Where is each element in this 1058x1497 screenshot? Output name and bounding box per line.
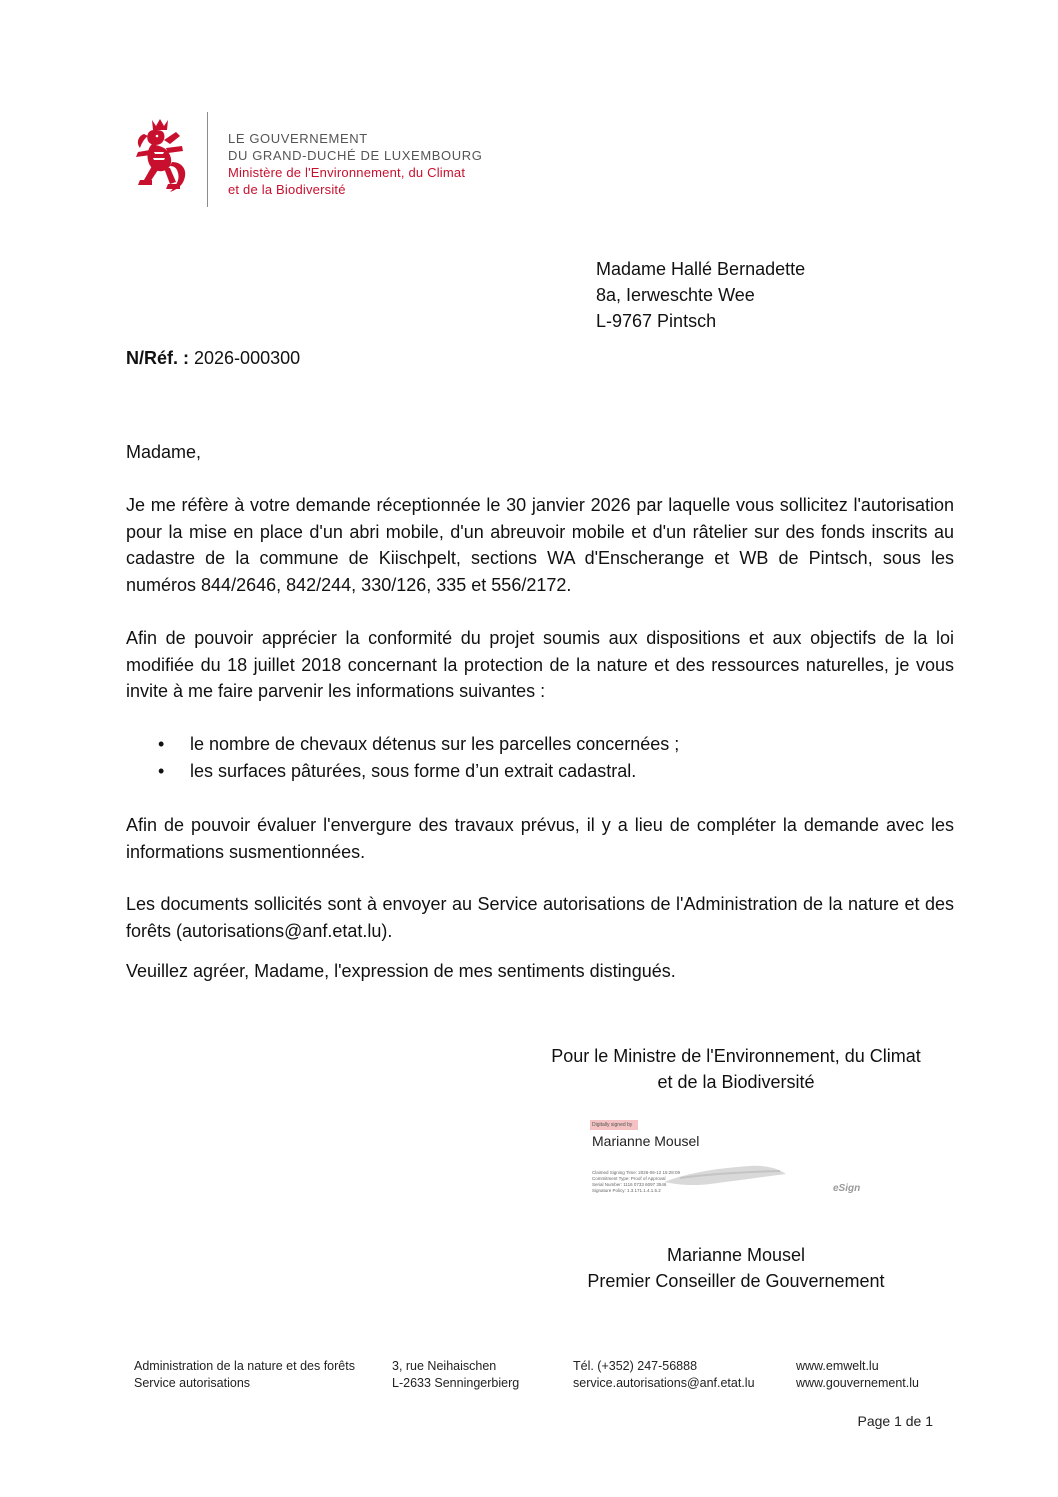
- paragraph-information-needed: Afin de pouvoir apprécier la conformité du projet soumis aux dispositions et aux objectifs de la loi modifiée du 18 juillet 2018 concernant la protection de la nature et des ressources naturelles, je vous invite à me faire parvenir les informations suivantes :: [126, 628, 954, 701]
- government-letterhead: [228, 130, 482, 198]
- recipient-address: [596, 256, 805, 334]
- stamp-meta-line: Serial Number: 1116 0733 6097 3546: [592, 1182, 667, 1187]
- stamp-signer-name: Marianne Mousel: [592, 1133, 700, 1149]
- ministry-line-2: et de la Biodiversité: [228, 182, 346, 197]
- digitally-signed-label: Digitally signed by: [592, 1122, 633, 1128]
- footer-line: Service autorisations: [134, 1376, 251, 1390]
- signature-intro: [520, 1043, 952, 1095]
- list-item: [126, 758, 954, 785]
- signature-intro-line-1: Pour le Ministre de l'Environnement, du Climat: [551, 1046, 921, 1066]
- bullet-icon: •: [158, 761, 165, 781]
- signature-intro-line-2: et de la Biodiversité: [657, 1072, 815, 1092]
- paragraph-request: Je me réfère à votre demande réceptionnée le 30 janvier 2026 par laquelle vous sollicitez l'autorisation pour la mise en place d'un abri mobile, d'un abreuvoir mobile et d'un râtelier sur des fonds inscrits au cadastre de la commune de Kiischpelt, sections WA d'Enscherange et WB de Pintsch, sous les numéros 844/2646, 842/244, 330/126, 335 et 556/2172.: [126, 495, 954, 595]
- header-divider: [207, 112, 208, 207]
- signer-title: Premier Conseiller de Gouvernement: [587, 1271, 885, 1291]
- signer-block: [520, 1242, 952, 1294]
- footer-websites: [796, 1358, 919, 1392]
- footer-email: service.autorisations@anf.etat.lu: [573, 1376, 755, 1390]
- reference-line: [126, 348, 300, 369]
- gov-line-2: DU GRAND-DUCHÉ DE LUXEMBOURG: [228, 148, 483, 163]
- paragraph-scope: Afin de pouvoir évaluer l'envergure des travaux prévus, il y a lieu de compléter la demande avec les informations susmentionnées.: [126, 815, 954, 862]
- footer-website-link: www.gouvernement.lu: [796, 1376, 919, 1390]
- page-number: Page 1 de 1: [857, 1413, 933, 1429]
- red-lion-crest-icon: [130, 118, 192, 198]
- list-item: [126, 731, 954, 758]
- recipient-city: L-9767 Pintsch: [596, 311, 717, 331]
- salutation: Madame,: [126, 442, 202, 462]
- electronic-signature-stamp: [590, 1118, 880, 1203]
- footer-phone: Tél. (+352) 247-56888: [573, 1359, 698, 1373]
- ministry-line-1: Ministère de l'Environnement, du Climat: [228, 165, 466, 180]
- reference-label: N/Réf. :: [126, 348, 189, 368]
- footer-contact: [573, 1358, 755, 1392]
- recipient-name: Madame Hallé Bernadette: [596, 259, 806, 279]
- stamp-meta-line: Commitment Type: Proof of Approval: [592, 1176, 666, 1181]
- list-item-text: les surfaces pâturées, sous forme d’un extrait cadastral.: [190, 761, 637, 781]
- esign-brand-logo: eSign: [833, 1183, 861, 1194]
- stamp-meta-line: Signature Policy: 1.3.171.1.4.1.5.2: [592, 1188, 661, 1193]
- handwritten-signature-icon: [660, 1154, 790, 1190]
- recipient-street: 8a, Ierweschte Wee: [596, 285, 755, 305]
- footer-website-link: www.emwelt.lu: [796, 1359, 879, 1373]
- footer-line: Administration de la nature et des forêts: [134, 1359, 355, 1373]
- reference-value: 2026-000300: [194, 348, 301, 368]
- footer-line: L-2633 Senningerbierg: [392, 1376, 520, 1390]
- signer-name: Marianne Mousel: [666, 1245, 806, 1265]
- gov-line-1: LE GOUVERNEMENT: [228, 131, 368, 146]
- closing-formula: Veuillez agréer, Madame, l'expression de mes sentiments distingués.: [126, 961, 676, 981]
- stamp-meta-line: Claimed Signing Time: 2026-06-12 15:28:09: [592, 1170, 681, 1175]
- paragraph-send-documents: Les documents sollicités sont à envoyer au Service autorisations de l'Administration de la nature et des forêts (autorisations@anf.etat.lu).: [126, 894, 954, 941]
- information-list: [126, 731, 954, 785]
- footer-address: [392, 1358, 519, 1392]
- list-item-text: le nombre de chevaux détenus sur les parcelles concernées ;: [190, 734, 680, 754]
- footer-line: 3, rue Neihaischen: [392, 1359, 497, 1373]
- footer-administration: [134, 1358, 355, 1392]
- bullet-icon: •: [158, 734, 165, 754]
